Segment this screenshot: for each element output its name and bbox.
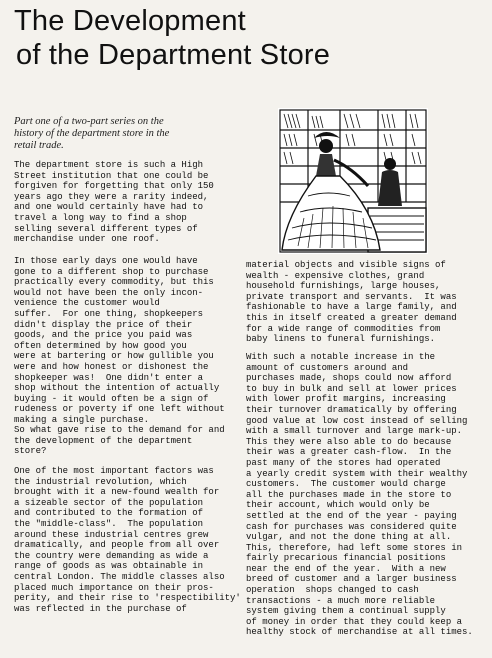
article-title [14,4,484,72]
title-line-1: The Development [14,5,246,37]
title-line-2: of the Department Store [16,39,331,71]
paragraph-6: With such a notable increase in the amount of customers around and purchases made, shops could now afford to buy in bulk and sell at lower prices with lower profit margins, increasing their turnover dramatically by offering good value at low cost instead of selling with a small turnover and large mark-up. This they were also able to do because their was a greater cash-flow. In the past many of the stores had operated a yearly credit system with their wealthy customers. The customer would charge all the purchases made in the store to their account, which would only be settled at the end of the year - paying cash for purchases was considered quite vulgar, and not the done thing at all. This, therefore, had left some stores in fairly precarious financial positions near the end of the year. With a new breed of customer and a larger business operation shops changed to cash transactions - a much more reliable system giving them a continual supply of money in order that they could keep a healthy stock of merchandise at all times. [246,352,473,638]
paragraph-4: One of the most important factors was the industrial revolution, which brought with it a new-found wealth for a sizeable sector of the population and contributed to the formation of the "middle-class". The population around these industrial centres grew dramatically, and people from all over the country were demanding as wide a range of goods as was obtainable in central London. The middle classes also placed much importance on their pros- perity, and their rise to 'respectibility' was reflected in the purchase of [14,466,241,614]
paragraph-5: material objects and visible signs of wealth - expensive clothes, grand household furnishings, large houses, private transport and servants. It was fashionable to have a large family, and this in itself created a greater demand for a wide range of commodities from baby linens to funeral furnishings. [246,260,457,345]
victorian-shop-illustration [278,108,428,254]
paragraph-2: In those early days one would have gone to a different shop to purchase practically every commodity, but this would not have been the only incon- venience the customer would suffer. For one thing, shopkeepers didn't display the price of their goods, and the price you paid was often determined by how good you were at bartering or how gullible you were and how honest or dishonest the shopkeeper was! One didn't enter a shop without the intention of actually buying - it would often be a sign of rudeness or poverty if one left without making a single purchase. [14,256,225,425]
paragraph-1: The department store is such a High Street institution that one could be forgiven for forgetting that only 150 years ago they were a rarity indeed, and one would certainly have had to travel a long way to find a shop selling several different types of merchandise under one roof. [14,160,214,245]
paragraph-3: So what gave rise to the demand for and the development of the department store? [14,425,225,457]
article-intro: Part one of a two-part series on the history of the department store in the retail trade. [14,116,170,152]
